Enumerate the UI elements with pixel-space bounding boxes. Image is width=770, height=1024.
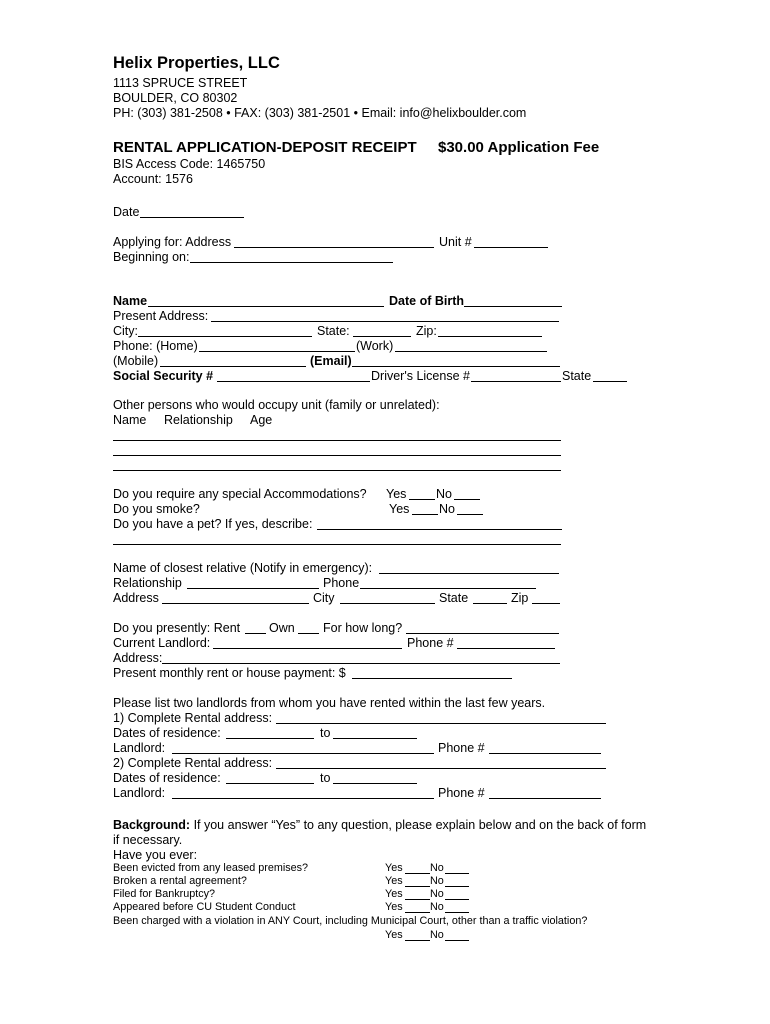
pet-field[interactable] [317,529,562,530]
phone-work-label: (Work) [356,339,394,353]
bankruptcy-yes-field[interactable] [405,899,430,900]
occupants-col-name: Name [113,413,147,427]
background-item-bankruptcy: Filed for Bankruptcy? [113,888,216,900]
dates-1-from-field[interactable] [226,738,314,739]
zip-field[interactable] [438,336,542,337]
student-conduct-no-field[interactable] [445,912,469,913]
smoke-yes-field[interactable] [412,514,438,515]
unit-label: Unit # [439,235,472,249]
mobile-label: (Mobile) [113,354,159,368]
court-violation-yes-field[interactable] [405,940,430,941]
pet-question: Do you have a pet? If yes, describe: [113,517,313,531]
bankruptcy-no-field[interactable] [445,899,469,900]
how-long-label: For how long? [323,621,403,635]
landlords-intro: Please list two landlords from whom you have rented within the last few years. [113,696,546,710]
no-label: No [430,929,444,941]
dates-2-label: Dates of residence: [113,771,221,785]
phone-home-field[interactable] [199,351,355,352]
yes-label: Yes [385,862,403,874]
applying-address-field[interactable] [234,247,434,248]
accommodations-no-field[interactable] [454,499,480,500]
current-landlord-phone-label: Phone # [407,636,454,650]
background-item-broken-agreement: Broken a rental agreement? [113,875,247,887]
smoke-no-label: No [439,502,455,516]
dates-1-label: Dates of residence: [113,726,221,740]
dates-1-to-field[interactable] [333,738,417,739]
relative-phone-field[interactable] [360,588,536,589]
ssn-label: Social Security # [113,369,214,383]
rental-address-2-label: 2) Complete Rental address: [113,756,273,770]
dob-label: Date of Birth [389,294,464,308]
rental-address-1-label: 1) Complete Rental address: [113,711,273,725]
state-field[interactable] [353,336,411,337]
landlord-2-field[interactable] [172,798,434,799]
relative-name-label: Name of closest relative (Notify in emergency): [113,561,373,575]
relative-state-label: State [439,591,469,605]
court-violation-no-field[interactable] [445,940,469,941]
dl-state-label: State [562,369,592,383]
rent-field[interactable] [245,633,266,634]
relative-relationship-field[interactable] [187,588,319,589]
beginning-on-field[interactable] [190,262,393,263]
relative-city-field[interactable] [340,603,435,604]
city-label: City: [113,324,138,338]
no-label: No [430,888,444,900]
email-label: (Email) [310,354,352,368]
date-label: Date [113,205,140,219]
smoke-no-field[interactable] [457,514,483,515]
landlord-1-phone-label: Phone # [438,741,485,755]
have-you-ever: Have you ever: [113,848,198,862]
background-item-student-conduct: Appeared before CU Student Conduct [113,901,296,913]
accommodations-question: Do you require any special Accommodations? [113,487,367,501]
company-contact: PH: (303) 381-2508 • FAX: (303) 381-2501 • Email: info@helixboulder.com [113,106,527,120]
rental-address-2-field[interactable] [276,768,606,769]
occupant-line[interactable] [113,455,561,456]
relative-city-label: City [313,591,335,605]
city-field[interactable] [138,336,312,337]
dates-2-from-field[interactable] [226,783,314,784]
company-city: BOULDER, CO 80302 [113,91,238,105]
student-conduct-yes-field[interactable] [405,912,430,913]
yes-label: Yes [385,888,403,900]
smoke-yes-label: Yes [389,502,410,516]
current-landlord-label: Current Landlord: [113,636,211,650]
current-landlord-phone-field[interactable] [457,648,555,649]
background-label: Background: [113,818,191,832]
landlord-address-field[interactable] [162,663,560,664]
phone-work-field[interactable] [395,351,547,352]
accommodations-yes-label: Yes [386,487,407,501]
landlord-2-label: Landlord: [113,786,166,800]
background-intro [113,818,646,833]
monthly-payment-label: Present monthly rent or house payment: $ [113,666,346,680]
date-field[interactable] [140,217,244,218]
zip-label: Zip: [416,324,437,338]
landlord-2-phone-field[interactable] [489,798,601,799]
yes-label: Yes [385,875,403,887]
dl-state-field[interactable] [593,381,627,382]
present-address-label: Present Address: [113,309,209,323]
application-fee: $30.00 Application Fee [438,139,600,156]
landlord-1-label: Landlord: [113,741,166,755]
how-long-field[interactable] [406,633,559,634]
present-address-field[interactable] [211,321,559,322]
relative-relationship-label: Relationship [113,576,182,590]
unit-field[interactable] [474,247,548,248]
background-item-court-violation: Been charged with a violation in ANY Court, including Municipal Court, other than a traffic violation? [113,915,588,927]
own-field[interactable] [298,633,319,634]
state-label: State: [317,324,350,338]
name-label: Name [113,294,148,308]
no-label: No [430,875,444,887]
mobile-field[interactable] [160,366,306,367]
occupant-line[interactable] [113,440,561,441]
own-label: Own [269,621,295,635]
relative-name-field[interactable] [379,573,559,574]
dates-2-to-label: to [320,771,331,785]
smoke-question: Do you smoke? [113,502,200,516]
applying-address-label: Applying for: Address [113,235,232,249]
relative-zip-label: Zip [511,591,529,605]
landlord-address-label: Address: [113,651,163,665]
yes-label: Yes [385,929,403,941]
background-item-evicted: Been evicted from any leased premises? [113,862,309,874]
relative-address-field[interactable] [162,603,309,604]
monthly-payment-field[interactable] [352,678,512,679]
drivers-license-field[interactable] [471,381,561,382]
bis-access-code: BIS Access Code: 1465750 [113,157,266,171]
broken-agreement-no-field[interactable] [445,886,469,887]
evicted-no-field[interactable] [445,873,469,874]
relative-state-field[interactable] [473,603,507,604]
dates-2-to-field[interactable] [333,783,417,784]
occupants-col-age: Age [250,413,273,427]
rental-address-1-field[interactable] [276,723,606,724]
no-label: No [430,901,444,913]
background-text-2: if necessary. [113,833,183,847]
dates-1-to-label: to [320,726,331,740]
email-field[interactable] [352,366,560,367]
no-label: No [430,862,444,874]
evicted-yes-field[interactable] [405,873,430,874]
name-field[interactable] [148,306,384,307]
ssn-field[interactable] [217,381,370,382]
pet-field-continued[interactable] [113,544,561,545]
company-street: 1113 SPRUCE STREET [113,76,248,90]
current-landlord-field[interactable] [213,648,402,649]
landlord-1-phone-field[interactable] [489,753,601,754]
form-title: RENTAL APPLICATION-DEPOSIT RECEIPT [113,139,417,156]
dob-field[interactable] [464,306,562,307]
relative-zip-field[interactable] [532,603,560,604]
accommodations-yes-field[interactable] [409,499,435,500]
yes-label: Yes [385,901,403,913]
relative-address-label: Address [113,591,159,605]
account-number: Account: 1576 [113,172,193,186]
landlord-1-field[interactable] [172,753,434,754]
broken-agreement-yes-field[interactable] [405,886,430,887]
occupant-line[interactable] [113,470,561,471]
occupants-question: Other persons who would occupy unit (family or unrelated): [113,398,440,412]
occupants-col-relationship: Relationship [164,413,233,427]
relative-phone-label: Phone [323,576,360,590]
landlord-2-phone-label: Phone # [438,786,485,800]
rent-label: Do you presently: Rent [113,621,241,635]
background-text-1: If you answer “Yes” to any question, please explain below and on the back of form [190,818,647,832]
phone-home-label: Phone: (Home) [113,339,198,353]
beginning-on-label: Beginning on: [113,250,190,264]
drivers-license-label: Driver's License # [371,369,470,383]
company-name: Helix Properties, LLC [113,54,280,72]
accommodations-no-label: No [436,487,452,501]
